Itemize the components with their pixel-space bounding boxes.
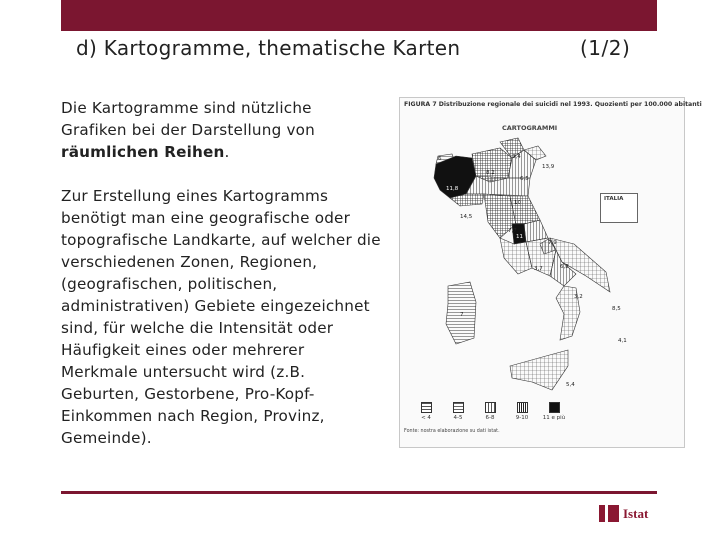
legend-item — [508, 402, 536, 421]
legend-label: 9-10 — [515, 415, 529, 421]
map-value-label: 14,5 — [460, 214, 473, 220]
legend-item — [540, 402, 568, 421]
istat-logo-mark — [599, 505, 619, 522]
italy-map — [400, 98, 684, 398]
map-legend — [412, 402, 672, 428]
map-value-label: 8,2 — [486, 170, 495, 176]
map-value-label: 6,8 — [560, 264, 569, 270]
paragraph-detail: Zur Erstellung eines Kartogramms benötigt man eine geografische oder topografische Landkarte, auf welcher die verschiedenen Zonen, Regionen, (geografischen, politischen, administrativen) Gebiete eingezeichnet sind, für welche die Intensität oder Häufigkeit eines oder mehrerer Merkmale untersucht wird (z.B. Geburten, Gestorbene, Pro-Kopf-Einkommen nach Region, Provinz, Gemeinde). — [61, 187, 381, 447]
legend-swatch — [485, 402, 496, 413]
footer-line — [61, 491, 657, 494]
map-value-label: 6 — [438, 156, 442, 162]
map-value-label: 8,5 — [612, 306, 621, 312]
page-indicator: (1/2) — [580, 36, 631, 60]
paragraph-intro — [61, 97, 381, 163]
legend-item — [444, 402, 472, 421]
legend-label: < 4 — [421, 415, 431, 421]
region-sicilia — [510, 350, 568, 390]
figure-subtitle: CARTOGRAMMI — [502, 124, 558, 132]
map-value-label: 5,4 — [566, 382, 575, 388]
map-value-label: 13,9 — [542, 164, 555, 170]
map-value-label: 7 — [460, 312, 464, 318]
legend-swatch — [549, 402, 560, 413]
slide-body — [61, 97, 381, 471]
map-value-label: 11,8 — [446, 186, 459, 192]
cartogram-figure — [399, 97, 702, 448]
map-value-label: 7,9 — [548, 240, 557, 246]
map-value-label: 11 — [516, 234, 523, 240]
paragraph-intro-text: Die Kartogramme sind nützliche Grafiken bei der Darstellung von — [61, 99, 315, 139]
istat-logo — [599, 505, 659, 523]
figure-source: Fonte: nostra elaborazione su dati istat. — [404, 429, 500, 434]
header-bar — [61, 0, 657, 31]
legend-swatch — [421, 402, 432, 413]
map-value-label: 3,4 — [512, 154, 521, 160]
italia-inset-label: ITALIA — [604, 196, 624, 202]
legend-swatch — [453, 402, 464, 413]
legend-label: 6-8 — [485, 415, 495, 421]
map-value-label: 10 — [514, 200, 521, 206]
legend-label: 11 e più — [542, 415, 566, 421]
legend-swatch — [517, 402, 528, 413]
paragraph-intro-end: . — [224, 143, 230, 161]
paragraph-intro-bold: räumlichen Reihen — [61, 143, 225, 161]
map-value-label: 3,2 — [574, 294, 583, 300]
legend-item — [412, 402, 440, 421]
slide-title: d) Kartogramme, thematische Karten — [76, 36, 461, 60]
italia-inset — [600, 193, 638, 223]
istat-logo-text: Istat — [623, 506, 649, 521]
map-value-label: 6,5 — [520, 176, 529, 182]
figure-caption: FIGURA 7 Distribuzione regionale dei suicidi nel 1993. Quozienti per 100.000 abitanti — [404, 101, 702, 108]
map-value-label: 3,7 — [534, 266, 543, 272]
map-value-label: 4,1 — [618, 338, 627, 344]
legend-item — [476, 402, 504, 421]
map-value-label: 7,7 — [508, 228, 517, 234]
legend-label: 4-5 — [453, 415, 463, 421]
